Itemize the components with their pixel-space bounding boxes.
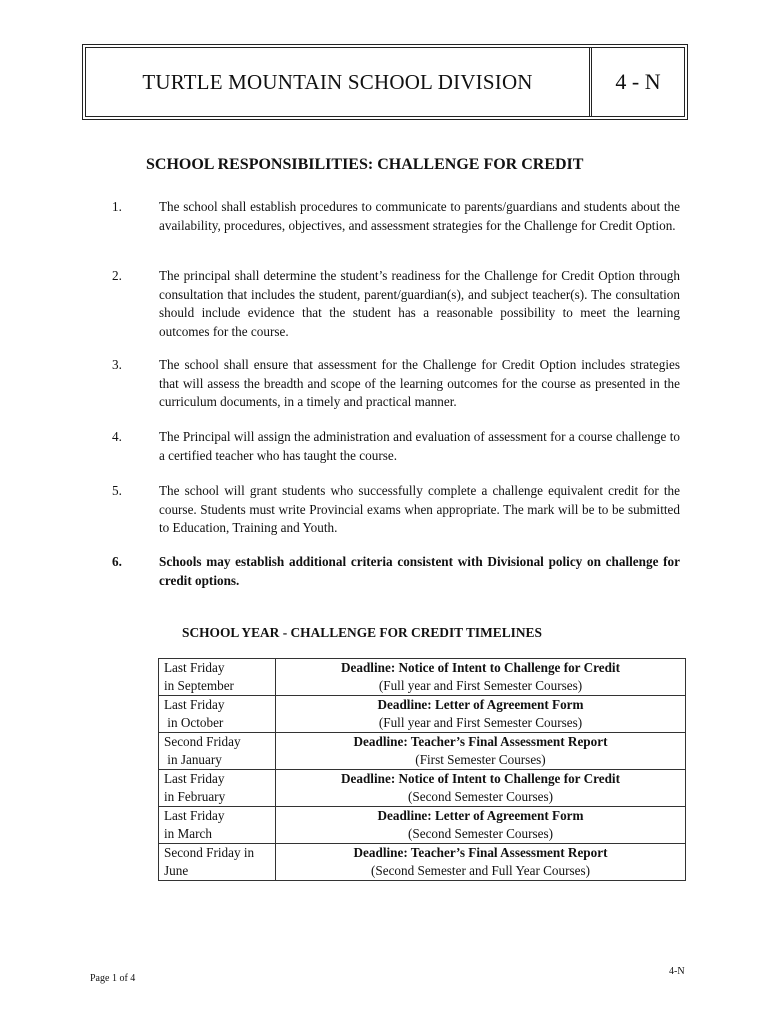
item-text: Schools may establish additional criteria consistent with Divisional policy on challenge for credit options.: [159, 554, 680, 588]
item-text: The principal shall determine the student’s readiness for the Challenge for Credit Option through consultation that includes the student, parent/guardian(s), and subject teacher(s). The consultation should include evidence that the student has a reasonable possibility to meet the learning outcomes for the course.: [159, 268, 680, 339]
date-line: in September: [164, 678, 234, 693]
deadline-label: Deadline: Letter of Agreement Form: [377, 808, 584, 823]
timeline-date: [159, 807, 276, 844]
table-row: [159, 659, 686, 696]
date-line: Second Friday in: [164, 845, 255, 860]
timeline-date: [159, 770, 276, 807]
item-text: The school shall ensure that assessment for the Challenge for Credit Option includes strategies that will assess the breadth and scope of the learning outcomes for the course as presented in the curriculum documents, in a timely and practical manner.: [159, 357, 680, 409]
deadline-scope: (Full year and First Semester Courses): [378, 678, 583, 693]
deadline-label: Deadline: Notice of Intent to Challenge for Credit: [341, 771, 620, 786]
date-line: Last Friday: [164, 660, 225, 675]
deadline-scope: (Second Semester Courses): [407, 826, 554, 841]
date-line: June: [164, 863, 189, 878]
deadline-scope: (Second Semester Courses): [407, 789, 554, 804]
responsibility-item: [112, 482, 680, 538]
item-text: The Principal will assign the administration and evaluation of assessment for a course challenge to a certified teacher who has taught the course.: [159, 429, 680, 463]
item-text: The school will grant students who successfully complete a challenge equivalent credit for the course. Students must write Provincial exams when appropriate. The mark will be to be submitted to Education, Training and Youth.: [159, 483, 680, 535]
deadline-scope: (Second Semester and Full Year Courses): [370, 863, 591, 878]
page-number: Page 1 of 4: [90, 973, 136, 984]
deadline-label: Deadline: Teacher’s Final Assessment Report: [353, 734, 608, 749]
date-line: in October: [164, 715, 224, 730]
table-row: [159, 733, 686, 770]
item-number: 5.: [112, 483, 122, 498]
timeline-date: [159, 733, 276, 770]
deadline-label: Deadline: Teacher’s Final Assessment Report: [353, 845, 608, 860]
deadline-label: Deadline: Letter of Agreement Form: [377, 697, 584, 712]
responsibility-item: [112, 428, 680, 465]
date-line: Last Friday: [164, 697, 225, 712]
timeline-deadline: [276, 807, 686, 844]
timeline-date: [159, 844, 276, 881]
section-title: SCHOOL RESPONSIBILITIES: CHALLENGE FOR CREDIT: [146, 156, 584, 173]
footer-code: 4-N: [669, 966, 685, 977]
division-title: TURTLE MOUNTAIN SCHOOL DIVISION: [86, 48, 592, 116]
item-number: 4.: [112, 429, 122, 444]
date-line: in February: [164, 789, 226, 804]
responsibility-item: [112, 356, 680, 412]
timeline-deadline: [276, 844, 686, 881]
timeline-title: SCHOOL YEAR - CHALLENGE FOR CREDIT TIMELINES: [182, 625, 542, 640]
deadline-scope: (Full year and First Semester Courses): [378, 715, 583, 730]
date-line: Second Friday: [164, 734, 241, 749]
item-number: 2.: [112, 268, 122, 283]
table-row: [159, 807, 686, 844]
timeline-date: [159, 659, 276, 696]
responsibility-item: [112, 198, 680, 235]
responsibility-item: [112, 267, 680, 341]
table-row: [159, 770, 686, 807]
timeline-deadline: [276, 733, 686, 770]
timeline-date: [159, 696, 276, 733]
policy-code: 4 - N: [615, 69, 661, 94]
deadline-scope: (First Semester Courses): [415, 752, 546, 767]
table-row: [159, 844, 686, 881]
item-number: 3.: [112, 357, 122, 372]
header-box: [82, 44, 688, 120]
timeline-table: [158, 658, 686, 881]
item-text: The school shall establish procedures to communicate to parents/guardians and students about the availability, procedures, objectives, and assessment strategies for the Challenge for Credit Option.: [159, 199, 680, 233]
deadline-label: Deadline: Notice of Intent to Challenge for Credit: [341, 660, 620, 675]
date-line: Last Friday: [164, 771, 225, 786]
timeline-deadline: [276, 659, 686, 696]
date-line: in January: [164, 752, 222, 767]
item-number: 1.: [112, 199, 122, 214]
timeline-deadline: [276, 696, 686, 733]
responsibility-item: [112, 553, 680, 590]
table-row: [159, 696, 686, 733]
date-line: Last Friday: [164, 808, 225, 823]
date-line: in March: [164, 826, 212, 841]
timeline-deadline: [276, 770, 686, 807]
item-number: 6.: [112, 554, 122, 569]
